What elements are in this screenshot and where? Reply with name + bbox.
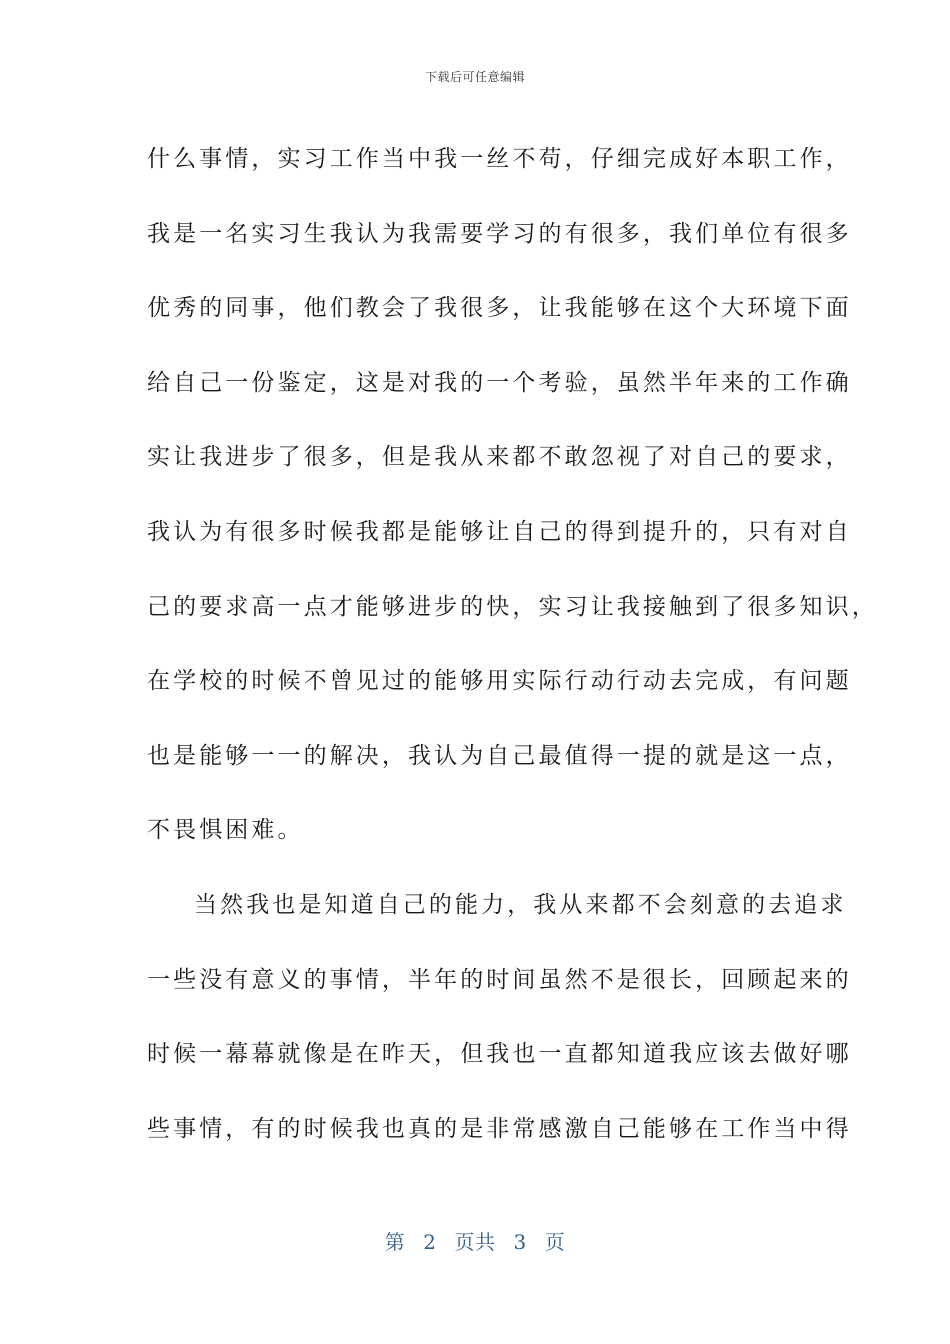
body-line: 实让我进步了很多，但是我从来都不敢忽视了对自己的要求， [147,444,852,471]
page-footer [0,1226,950,1255]
page-header: 下载后可任意编辑 [424,70,525,84]
footer-prefix: 第 [384,1230,406,1254]
body-line: 在学校的时候不曾见过的能够用实际行动行动去完成，有问题 [147,668,852,695]
body-line: 一些没有意义的事情，半年的时间虽然不是很长，回顾起来的 [147,966,852,993]
body-line: 我认为有很多时候我都是能够让自己的得到提升的，只有对自 [147,518,852,545]
footer-middle: 页共 [454,1230,496,1254]
footer-total-pages: 3 [513,1230,527,1254]
footer-suffix: 页 [544,1230,566,1254]
body-line: 什么事情，实习工作当中我一丝不苟，仔细完成好本职工作， [147,146,852,172]
document-body [147,122,878,1166]
body-line: 不畏惧困难。 [147,817,304,844]
body-line: 时候一幕幕就像是在昨天，但我也一直都知道我应该去做好哪 [147,1041,852,1068]
body-line: 些事情，有的时候我也真的是非常感激自己能够在工作当中得 [147,1115,852,1142]
body-line: 优秀的同事，他们教会了我很多，让我能够在这个大环境下面 [147,295,852,322]
body-line: 也是能够一一的解决，我认为自己最值得一提的就是这一点， [147,742,852,769]
footer-current-page: 2 [423,1230,437,1254]
body-line: 给自己一份鉴定，这是对我的一个考验，虽然半年来的工作确 [147,369,852,396]
body-line: 我是一名实习生我认为我需要学习的有很多，我们单位有很多 [147,220,852,247]
body-line: 己的要求高一点才能够进步的快，实习让我接触到了很多知识， [147,593,878,620]
paragraph-start-line: 当然我也是知道自己的能力，我从来都不会刻意的去追求 [194,891,847,918]
